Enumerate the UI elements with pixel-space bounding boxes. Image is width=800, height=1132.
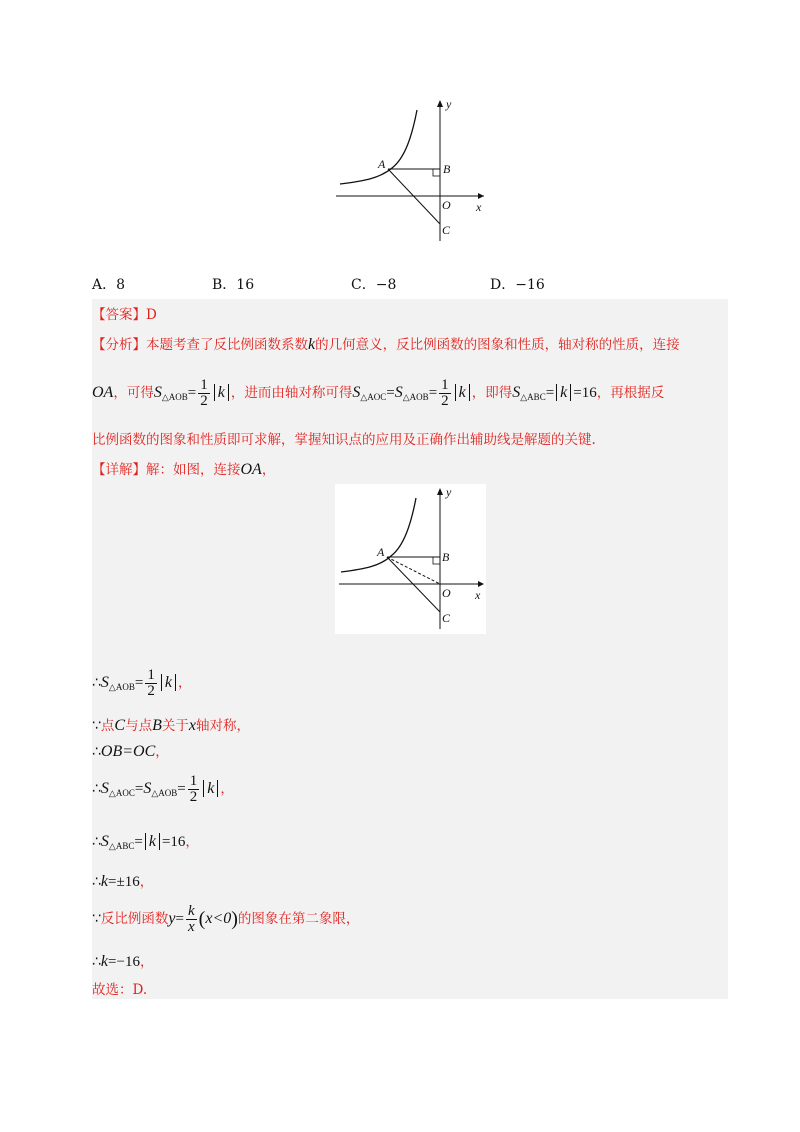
eq-sign: =: [134, 834, 143, 850]
analysis-line-2: [92, 378, 664, 409]
sub-abc: △ABC: [108, 841, 135, 851]
y-axis-arrow: [437, 488, 443, 495]
step-6: [92, 870, 153, 891]
eq-sign: =: [134, 675, 144, 691]
sub-aob: △AOB: [161, 392, 188, 402]
answer-value: D: [146, 307, 157, 323]
sub-aob: △AOB: [402, 392, 429, 402]
label-b: B: [442, 550, 450, 564]
ob-equals-oc: OB=OC: [100, 743, 156, 760]
fraction-half: [188, 774, 200, 805]
label-o: O: [442, 198, 451, 212]
step-8: [92, 950, 153, 971]
var-s: S: [100, 833, 109, 850]
condition-x-lt-0: x<0: [205, 910, 232, 927]
comma: ，: [185, 834, 199, 850]
frac-num: 1: [200, 377, 208, 393]
frac-den-x: x: [188, 919, 195, 935]
var-s: S: [394, 384, 403, 401]
analysis-text-2: 的几何意义，反比例函数的图象和性质，轴对称的性质，连接: [315, 337, 680, 353]
figure-top: [330, 96, 490, 246]
value-pm16: =±16: [108, 874, 140, 890]
label-a: A: [377, 545, 385, 559]
fraction-half: [198, 378, 210, 409]
frac-num: 1: [147, 667, 155, 683]
right-angle-mark: [433, 169, 440, 176]
because-symbol: ∵: [92, 718, 101, 734]
label-o: O: [442, 586, 451, 600]
comma: ，: [220, 781, 234, 797]
abs-k: k: [214, 384, 229, 401]
comma: ，: [155, 744, 169, 760]
analysis-line-1: [92, 333, 680, 354]
fraction-half: [439, 378, 451, 409]
choice-c[interactable]: C．−8: [351, 277, 397, 293]
detail-line: [92, 458, 275, 479]
value-16: =16: [161, 834, 186, 850]
abs-k: k: [161, 674, 176, 691]
var-s: S: [100, 674, 109, 691]
analysis-line-3: 比例函数的图象和性质即可求解，掌握知识点的应用及正确作出辅助线是解题的关键.: [92, 432, 596, 448]
step7-text-b: 的图象在第二象限，: [237, 911, 360, 927]
eq-sign: =: [187, 385, 197, 401]
step-2: [92, 714, 250, 735]
var-k: k: [308, 336, 316, 353]
analysis-text-6: ，再根据反: [596, 385, 665, 401]
eq-sign: =: [386, 385, 395, 401]
comma: ，: [139, 954, 154, 970]
var-oa: OA: [92, 384, 114, 401]
value-16: =16: [573, 385, 597, 401]
step2-text-d: 轴对称，: [195, 718, 250, 734]
comma: ，: [261, 462, 276, 478]
frac-num: 1: [189, 773, 198, 789]
point-b: B: [152, 717, 162, 734]
frac-num: 1: [441, 377, 449, 393]
var-s: S: [512, 384, 521, 401]
step2-text-c: 关于: [161, 718, 189, 734]
step-1: [92, 668, 191, 699]
label-b: B: [443, 162, 451, 176]
abs-k: k: [145, 833, 160, 850]
frac-den: 2: [441, 393, 449, 409]
therefore-symbol: ∴: [92, 744, 101, 760]
final-answer: 故选：D.: [92, 982, 148, 998]
sub-aoc: △AOC: [108, 788, 135, 798]
x-axis-arrow: [478, 193, 484, 199]
abs-k: k: [203, 780, 218, 797]
therefore-symbol: ∴: [92, 874, 101, 890]
abs-k: k: [556, 384, 571, 401]
abs-k: k: [455, 384, 470, 401]
sub-aoc: △AOC: [360, 392, 387, 402]
comma: ，: [139, 874, 154, 890]
label-c: C: [442, 611, 451, 625]
analysis-text-3: ，可得: [113, 385, 154, 401]
frac-den: 2: [189, 789, 198, 805]
sub-aob: △AOB: [108, 682, 135, 692]
eq-sign: =: [545, 385, 555, 401]
hyperbola-curve: [340, 110, 417, 184]
step2-text-b: 与点: [125, 718, 153, 734]
x-axis-arrow: [478, 581, 484, 587]
value-neg16: =−16: [108, 954, 140, 970]
var-oa: OA: [240, 461, 262, 478]
figure-detail: [335, 484, 486, 634]
point-c: C: [114, 717, 126, 734]
answer-choices: [92, 274, 732, 294]
therefore-symbol: ∴: [92, 781, 101, 797]
step-3: [92, 740, 169, 761]
therefore-symbol: ∴: [92, 834, 101, 850]
fraction-half: [145, 668, 157, 699]
because-symbol: ∵: [92, 911, 101, 927]
fraction-k-over-x: [186, 904, 197, 935]
comma: ，: [177, 675, 192, 691]
eq-sign: =: [177, 781, 186, 797]
var-s: S: [100, 780, 109, 797]
choice-a[interactable]: A．8: [92, 277, 126, 293]
answer-line: [92, 303, 157, 323]
var-k: k: [100, 873, 109, 890]
sub-abc: △ABC: [520, 392, 546, 402]
var-s: S: [143, 780, 152, 797]
label-c: C: [442, 223, 451, 237]
answer-tag: 【答案】: [92, 307, 146, 323]
detail-tag: 【详解】: [92, 462, 146, 478]
eq-sign: =: [175, 911, 184, 927]
choice-b[interactable]: B．16: [212, 277, 255, 293]
var-y: y: [168, 910, 176, 927]
choice-d[interactable]: D．−16: [490, 277, 545, 293]
frac-den: 2: [147, 683, 155, 699]
analysis-tag: 【分析】: [92, 337, 146, 353]
label-x: x: [476, 200, 482, 214]
hyperbola-diagram: [330, 96, 490, 246]
step-4: [92, 774, 234, 805]
right-angle-mark: [433, 557, 440, 564]
frac-den: 2: [200, 393, 208, 409]
step-5: [92, 830, 199, 852]
hyperbola-curve: [341, 498, 416, 572]
analysis-text-1: 本题考查了反比例函数系数: [146, 337, 308, 353]
var-s: S: [352, 384, 361, 401]
step7-text-a: 反比例函数: [100, 911, 169, 927]
detail-text: 解：如图，连接: [146, 462, 241, 478]
hyperbola-diagram-with-oa: [335, 484, 486, 634]
label-x: x: [475, 588, 481, 602]
frac-num-k: k: [188, 903, 195, 919]
eq-sign: =: [134, 781, 144, 797]
analysis-text-4: ，进而由轴对称可得: [230, 385, 353, 401]
therefore-symbol: ∴: [92, 954, 101, 970]
step2-text-a: 点: [100, 718, 115, 734]
segment-oa-dashed: [387, 557, 440, 584]
step-7: ∵反比例函数y= $\frac{k}{x}$ (x<0)的图象在第二象限，: [92, 903, 360, 935]
var-k: k: [100, 953, 109, 970]
var-s: S: [153, 384, 162, 401]
y-axis-arrow: [437, 100, 443, 107]
var-x: x: [188, 717, 196, 734]
label-a: A: [378, 157, 386, 171]
analysis-text-5: ，即得: [471, 385, 513, 401]
therefore-symbol: ∴: [92, 675, 101, 691]
label-y: y: [446, 97, 452, 111]
label-y: y: [446, 485, 452, 499]
eq-sign: =: [428, 385, 438, 401]
sub-aob: △AOB: [151, 788, 178, 798]
